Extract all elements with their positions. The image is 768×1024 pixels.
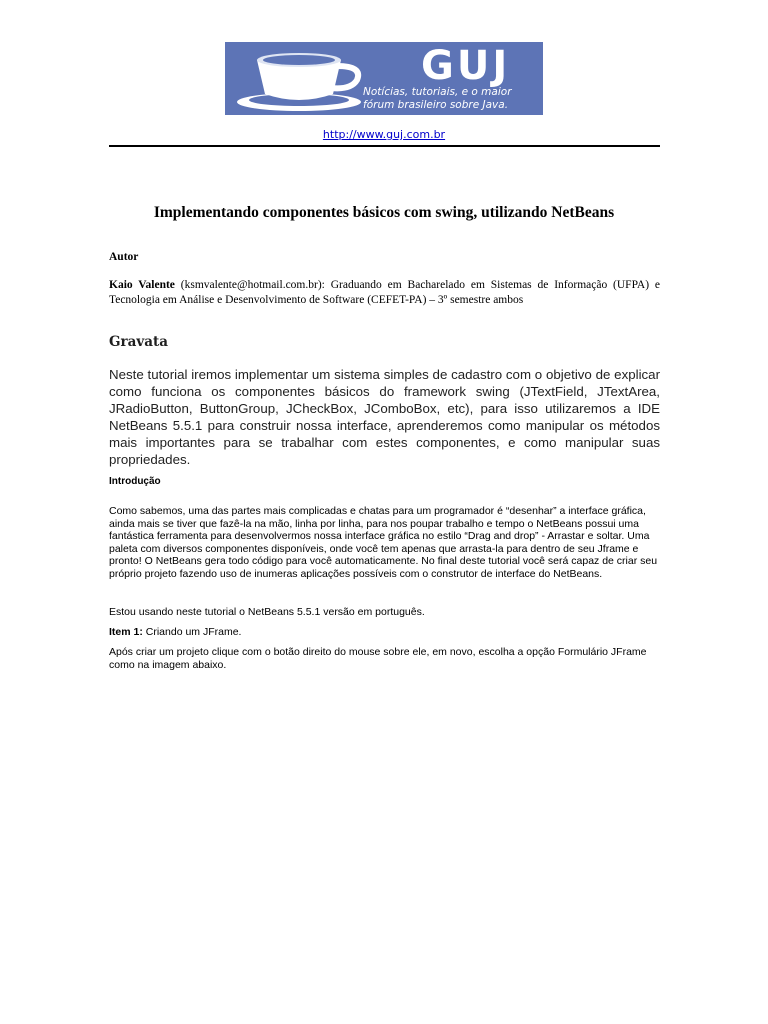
item-1-paragraph: [109, 626, 660, 638]
author-heading: Autor: [109, 251, 139, 263]
site-url-link[interactable]: http://www.guj.com.br: [322, 128, 446, 141]
instructions-paragraph: Após criar um projeto clique com o botão direito do mouse sobre ele, em novo, escolha a opção Formulário JFrame como na imagem abaixo.: [109, 646, 647, 671]
version-paragraph: Estou usando neste tutorial o NetBeans 5.5.1 versão em português.: [109, 606, 425, 618]
page-title: Implementando componentes básicos com swing, utilizando NetBeans: [153, 204, 615, 221]
tagline-line-1: Notícias, tutoriais, e o maior: [363, 86, 512, 98]
intro-heading: Introdução: [109, 476, 161, 487]
logo-text: GUJ: [421, 43, 511, 89]
gravata-heading: Gravata: [109, 334, 168, 350]
header-divider: [109, 145, 660, 147]
item-1-label: Item 1:: [109, 626, 143, 638]
guj-banner: [225, 42, 543, 115]
tagline-line-2: fórum brasileiro sobre Java.: [363, 99, 509, 111]
author-details: (ksmvalente@hotmail.com.br): Graduando em Bacharelado em Sistemas de Informação (UFPA) e Tecnologia em Análise e Desenvolvimento de Software (CEFET-PA) – 3º semestre ambos: [109, 279, 661, 306]
logo-tagline: [363, 86, 539, 112]
intro-paragraph: Como sabemos, uma das partes mais complicadas e chatas para um programador é “desenhar” a interface gráfica, ainda mais se tiver que fazê-la na mão, linha por linha, para nos poupar trabalho e tempo o NetBeans possui uma fantástica ferramenta para desenvolvermos nossa interface gráfica no estilo “Drag and drop” - Arrastar e soltar. Uma paleta com diversos componentes disponíveis, onde você tem apenas que arrasta-la para dentro de seu Jframe e pronto! O NetBeans gera todo código para você automaticamente. No final deste tutorial você será capaz de criar seu próprio projeto fazendo uso de inumeras aplicações possíveis com o construtor de interface do NetBeans.: [109, 505, 658, 580]
gravata-paragraph: Neste tutorial iremos implementar um sistema simples de cadastro com o objetivo de explicar como funciona os componentes básicos do framework swing (JTextField, JTextArea, JRadioButton, ButtonGroup, JCheckBox, JComboBox, etc), para isso utilizaremos a IDE NetBeans 5.5.1 para construir nossa interface, aprenderemos como manipular os métodos mais importantes para se trabalhar com estes componentes, e como manipular suas propriedades.: [109, 367, 660, 467]
author-paragraph: [109, 278, 660, 308]
item-1-text: Criando um JFrame.: [142, 626, 242, 638]
author-name: Kaio Valente: [109, 279, 175, 291]
